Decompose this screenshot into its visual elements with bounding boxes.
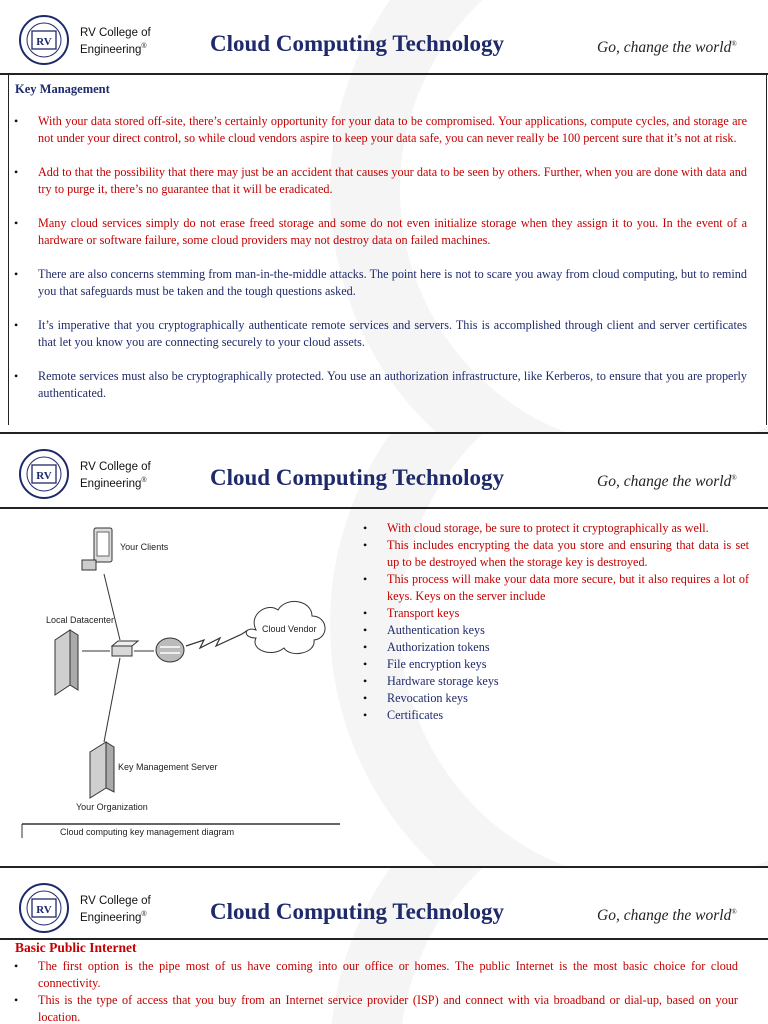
bullet-list xyxy=(14,958,738,1024)
datacenter-label: Local Datacenter xyxy=(46,615,115,625)
bullet-text: With your data stored off-site, there’s certainly opportunity for your data to be compromised. Your applications, compute cycles, and storage are not under your direct control, so while cloud vendors aspire to keep your data safe, you can never really be 100 percent sure that it’s not at risk. xyxy=(38,114,747,145)
bullet-item xyxy=(363,605,749,622)
college-name-line2: Engineering xyxy=(80,43,142,56)
arrow-to-clients xyxy=(104,574,120,640)
diagram-caption: Cloud computing key management diagram xyxy=(60,827,235,837)
tagline xyxy=(597,473,737,491)
bullet-text: Remote services must also be cryptographically protected. You use an authorization infrastructure, like Kerberos, to ensure that you are properly authenticated. xyxy=(38,369,747,400)
bullet-dot-icon: • xyxy=(363,623,368,637)
bullet-dot-icon: • xyxy=(363,674,368,688)
bullet-text: File encryption keys xyxy=(387,657,487,671)
bullet-dot-icon: • xyxy=(363,691,368,705)
tagline-text: Go, change the world xyxy=(597,473,732,490)
bullet-dot-icon: • xyxy=(14,318,19,332)
bullet-dot-icon: • xyxy=(14,369,19,383)
header-divider xyxy=(0,73,768,75)
switch-icon xyxy=(112,641,138,656)
bullet-dot-icon: • xyxy=(14,959,19,973)
registered-mark: ® xyxy=(141,43,147,50)
bullet-list xyxy=(14,113,747,419)
college-name xyxy=(80,894,151,925)
bullet-text: There are also concerns stemming from man-in-the-middle attacks. The point here is not to scare you away from cloud computing, but to remind you that safeguards must be taken and the tough questions asked. xyxy=(38,267,747,298)
slide-1 xyxy=(0,0,768,432)
tagline xyxy=(597,907,737,925)
section-title: Key Management xyxy=(15,82,110,96)
tagline-registered-mark: ® xyxy=(731,39,737,48)
bullet-item xyxy=(14,215,747,249)
cloud-vendor-label: Cloud Vendor xyxy=(262,624,317,634)
bullet-text: Hardware storage keys xyxy=(387,674,499,688)
college-logo xyxy=(18,14,70,66)
logo-text: RV xyxy=(36,904,52,916)
organization-label: Your Organization xyxy=(76,802,148,812)
slide-2 xyxy=(0,434,768,866)
bullet-dot-icon: • xyxy=(14,165,19,179)
bullet-text: Authentication keys xyxy=(387,623,485,637)
bullet-item xyxy=(363,673,749,690)
datacenter-server-icon xyxy=(55,630,78,695)
tagline xyxy=(597,39,737,57)
bullet-text: It’s imperative that you cryptographically authenticate remote services and servers. This is accomplished through client and server certificates that let you know you are connecting securely to your cloud assets. xyxy=(38,318,747,349)
bullet-dot-icon: • xyxy=(14,993,19,1007)
college-name-line1: RV College of xyxy=(80,895,151,907)
bullet-item xyxy=(363,622,749,639)
tagline-text: Go, change the world xyxy=(597,907,732,924)
key-management-diagram xyxy=(20,520,350,840)
client-device-icon xyxy=(82,528,112,570)
slide-header xyxy=(0,434,768,500)
bullet-text: This is the type of access that you buy from an Internet service provider (ISP) and connect with via broadband or dial-up, based on your location. xyxy=(38,993,738,1024)
bullet-list xyxy=(363,520,749,724)
bullet-dot-icon: • xyxy=(363,657,368,671)
bullet-dot-icon: • xyxy=(14,114,19,128)
college-logo xyxy=(18,882,70,934)
college-name-line2: Engineering xyxy=(80,477,142,490)
tagline-registered-mark: ® xyxy=(731,473,737,482)
bullet-item xyxy=(363,520,749,537)
bullet-text: This process will make your data more secure, but it also requires a lot of keys. Keys on the server include xyxy=(387,572,749,603)
bullet-dot-icon: • xyxy=(363,538,368,552)
bullet-text: Add to that the possibility that there may just be an accident that causes your data to be seen by others. Further, when you are done with data and try to purge it, there’s no guarantee that it will be eradicated. xyxy=(38,165,747,196)
key-server-icon xyxy=(90,742,114,798)
content-box-left xyxy=(8,73,9,425)
slide-3 xyxy=(0,868,768,1024)
college-logo xyxy=(18,448,70,500)
bullet-text: Many cloud services simply do not erase freed storage and some do not even initialize storage when they assign it to you. In the event of a hardware or software failure, some cloud providers may not destroy data on failed machines. xyxy=(38,216,747,247)
bullet-item xyxy=(363,537,749,571)
bullet-text: Transport keys xyxy=(387,606,460,620)
bullet-item xyxy=(363,707,749,724)
key-server-label: Key Management Server xyxy=(118,762,218,772)
bullet-text: This includes encrypting the data you store and ensuring that data is set up to be destroyed when the storage key is destroyed. xyxy=(387,538,749,569)
bullet-dot-icon: • xyxy=(363,708,368,722)
router-icon xyxy=(156,638,184,662)
bullet-dot-icon: • xyxy=(363,606,368,620)
content-box-right xyxy=(766,73,767,425)
wan-link xyxy=(186,630,248,648)
bullet-item xyxy=(363,690,749,707)
bullet-item xyxy=(14,266,747,300)
college-name-line2: Engineering xyxy=(80,911,142,924)
bullet-item xyxy=(14,113,747,147)
bullet-text: With cloud storage, be sure to protect it cryptographically as well. xyxy=(387,521,709,535)
slide-header xyxy=(0,868,768,934)
bullet-dot-icon: • xyxy=(14,216,19,230)
tagline-registered-mark: ® xyxy=(731,907,737,916)
bullet-text: Revocation keys xyxy=(387,691,468,705)
bullet-dot-icon: • xyxy=(363,521,368,535)
bullet-item xyxy=(14,992,738,1024)
tagline-text: Go, change the world xyxy=(597,39,732,56)
bullet-item xyxy=(14,164,747,198)
header-divider xyxy=(0,507,768,509)
bullet-text: The first option is the pipe most of us have coming into our office or homes. The public Internet is the most basic choice for cloud connectivity. xyxy=(38,959,738,990)
bullet-item xyxy=(363,656,749,673)
registered-mark: ® xyxy=(141,911,147,918)
logo-text: RV xyxy=(36,36,52,48)
bullet-dot-icon: • xyxy=(14,267,19,281)
page-title: Cloud Computing Technology xyxy=(210,465,504,490)
logo-text: RV xyxy=(36,470,52,482)
bullet-text: Certificates xyxy=(387,708,444,722)
college-name xyxy=(80,26,151,57)
clients-label: Your Clients xyxy=(120,542,169,552)
registered-mark: ® xyxy=(141,477,147,484)
bullet-item xyxy=(14,958,738,992)
college-name xyxy=(80,460,151,491)
slide-header xyxy=(0,0,768,66)
page-title: Cloud Computing Technology xyxy=(210,31,504,56)
college-name-line1: RV College of xyxy=(80,461,151,473)
college-name-line1: RV College of xyxy=(80,27,151,39)
bullet-item xyxy=(363,571,749,605)
bullet-item xyxy=(14,368,747,402)
page-title: Cloud Computing Technology xyxy=(210,899,504,924)
bullet-dot-icon: • xyxy=(363,572,368,586)
bullet-item xyxy=(14,317,747,351)
section-title: Basic Public Internet xyxy=(15,940,137,955)
bullet-dot-icon: • xyxy=(363,640,368,654)
bullet-text: Authorization tokens xyxy=(387,640,490,654)
bullet-item xyxy=(363,639,749,656)
arrow-to-keyserver xyxy=(104,658,120,742)
